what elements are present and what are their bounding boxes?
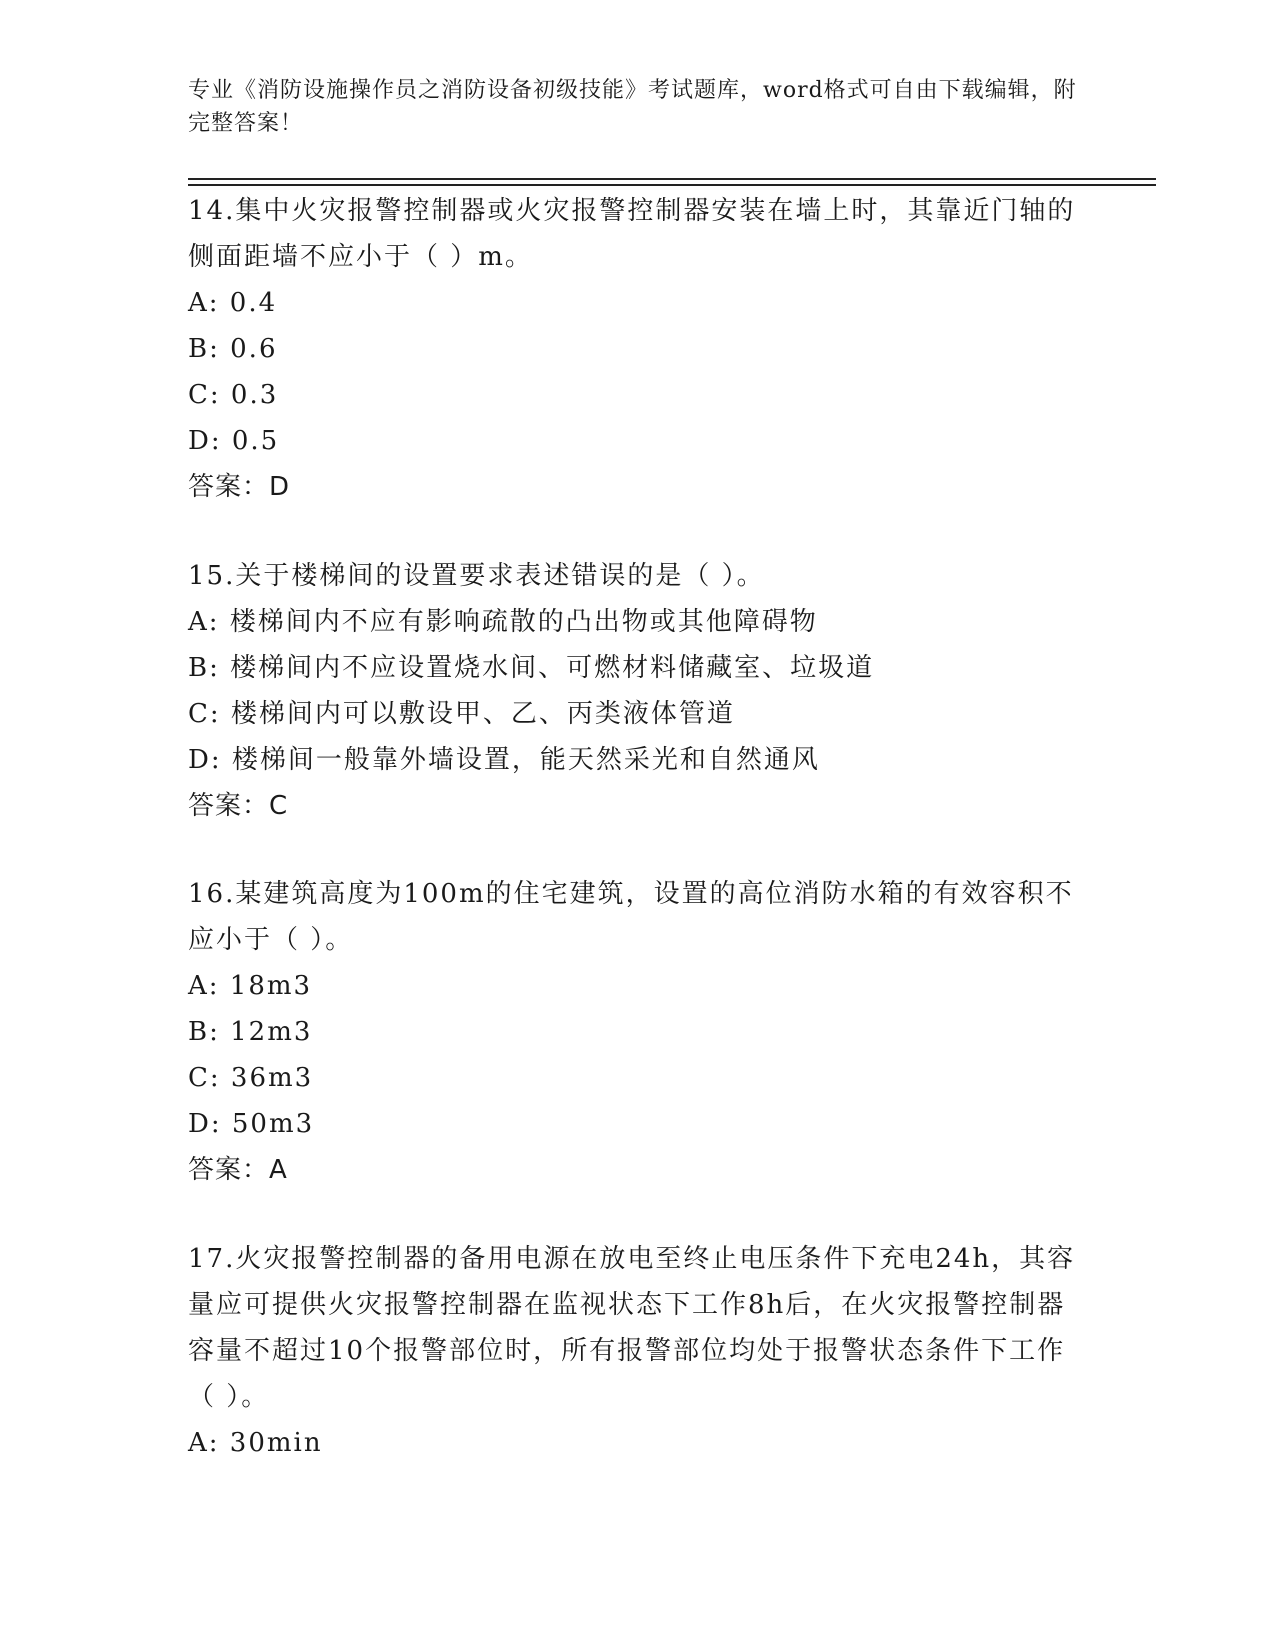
option-b: B: 12m3 [188, 1017, 313, 1047]
question-stem: 16.某建筑高度为100m的住宅建筑，设置的高位消防水箱的有效容积不应小于（ ）。 [188, 879, 1074, 955]
option-d: D: 楼梯间一般靠外墙设置，能天然采光和自然通风 [188, 745, 820, 775]
option-a: A: 18m3 [188, 971, 313, 1001]
header-divider-bottom [188, 184, 1156, 186]
question-stem: 17.火灾报警控制器的备用电源在放电至终止电压条件下充电24h，其容量应可提供火灾报警控制器在监视状态下工作8h后，在火灾报警控制器容量不超过10个报警部位时，所有报警部位均处于报警状态条件下工作（ ）。 [188, 1244, 1076, 1412]
option-d: D: 0.5 [188, 426, 280, 456]
option-d: D: 50m3 [188, 1109, 315, 1139]
answer: 答案：C [188, 791, 289, 821]
question-14 [188, 188, 1088, 510]
option-a: A: 0.4 [188, 288, 278, 318]
option-a: A: 楼梯间内不应有影响疏散的凸出物或其他障碍物 [188, 607, 818, 637]
header-divider-top [188, 178, 1156, 180]
option-c: C: 0.3 [188, 380, 279, 410]
option-c: C: 36m3 [188, 1063, 314, 1093]
answer: 答案：D [188, 472, 291, 502]
question-16 [188, 871, 1088, 1193]
document-header [188, 74, 1088, 140]
option-c: C: 楼梯间内可以敷设甲、乙、丙类液体管道 [188, 699, 735, 729]
question-17 [188, 1236, 1088, 1466]
question-stem: 14.集中火灾报警控制器或火灾报警控制器安装在墙上时，其靠近门轴的侧面距墙不应小于（ ）m。 [188, 196, 1076, 272]
question-stem: 15.关于楼梯间的设置要求表述错误的是（ ）。 [188, 561, 765, 591]
option-b: B: 楼梯间内不应设置烧水间、可燃材料储藏室、垃圾道 [188, 653, 875, 683]
option-a: A: 30min [188, 1428, 323, 1458]
option-b: B: 0.6 [188, 334, 278, 364]
question-15 [188, 553, 1088, 829]
header-text: 专业《消防设施操作员之消防设备初级技能》考试题库，word格式可自由下载编辑，附完整答案！ [188, 78, 1077, 136]
answer: 答案：A [188, 1155, 288, 1185]
